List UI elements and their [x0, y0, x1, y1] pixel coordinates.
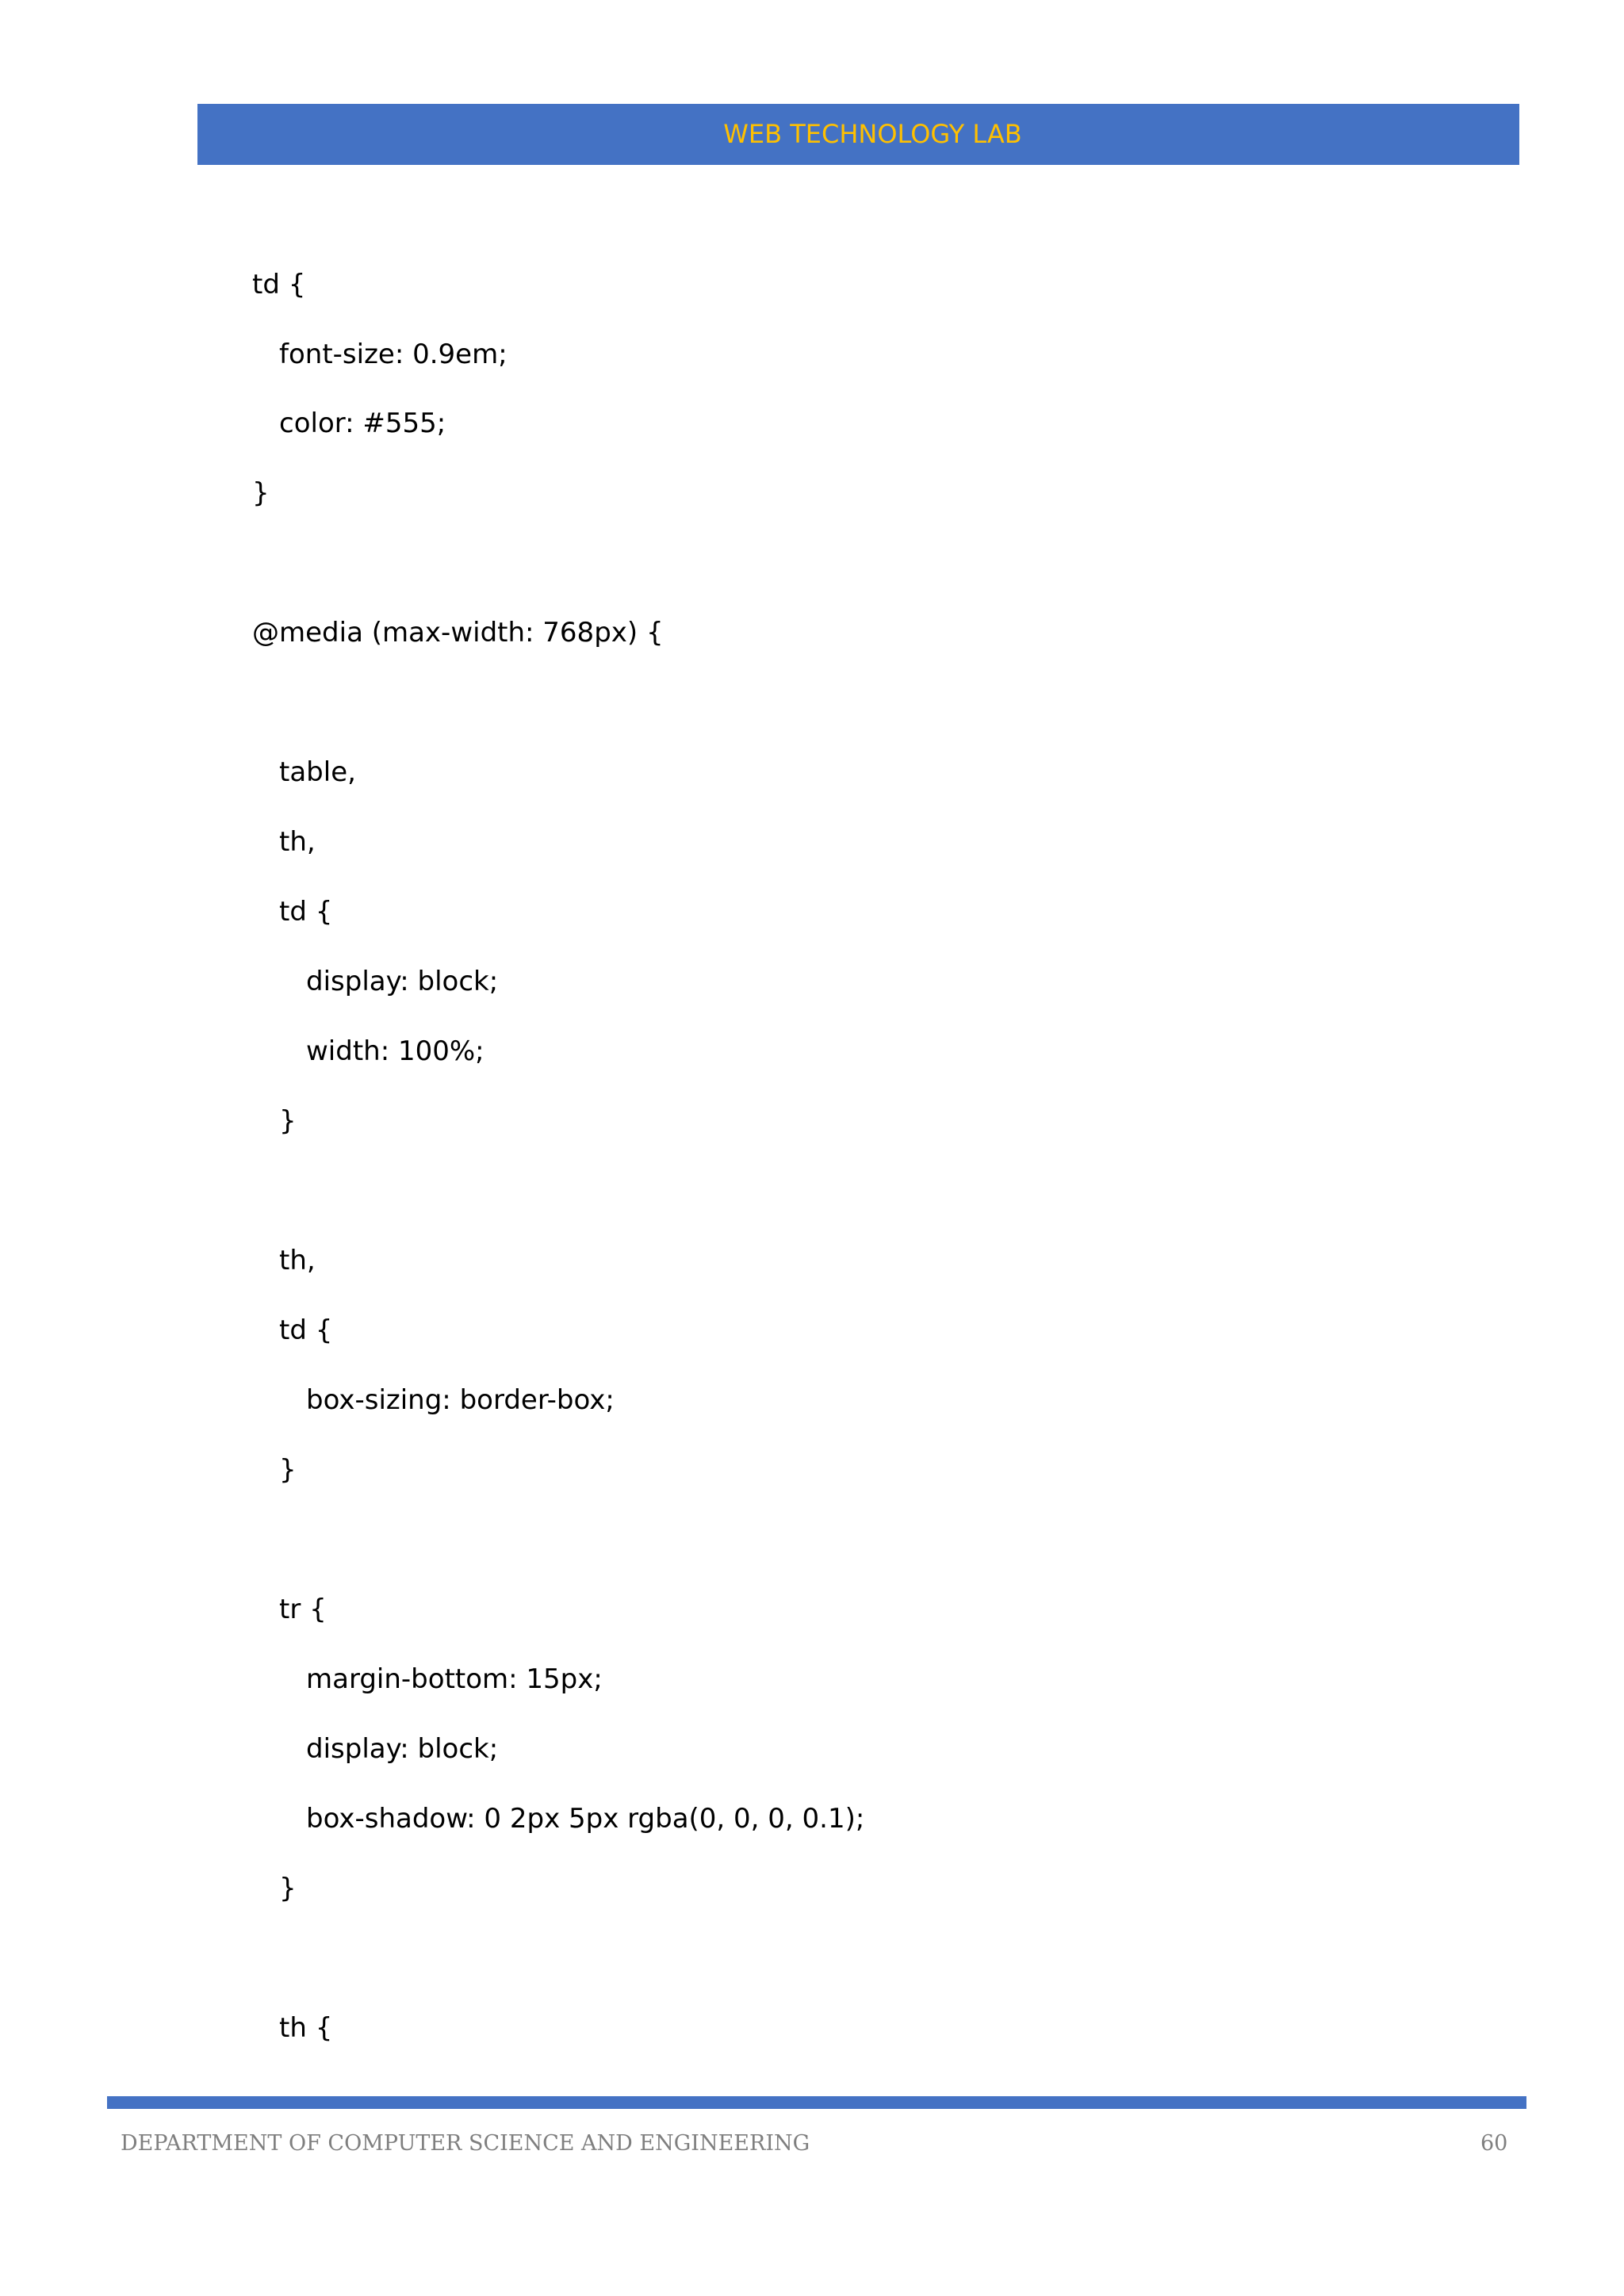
page-number: 60 [1480, 2131, 1508, 2156]
code-line: th, [279, 1245, 316, 1276]
code-line: margin-bottom: 15px; [306, 1663, 603, 1695]
code-line: td { [252, 269, 306, 300]
code-line: th { [279, 2012, 333, 2044]
code-line: } [279, 1873, 297, 1904]
page-header-title: WEB TECHNOLOGY LAB [723, 119, 1022, 149]
code-line: table, [279, 756, 356, 788]
code-line: color: #555; [279, 408, 446, 439]
header-band [197, 104, 1519, 165]
code-line: td { [279, 1314, 333, 1346]
code-line: td { [279, 896, 333, 928]
code-line: font-size: 0.9em; [279, 339, 508, 370]
code-line: th, [279, 826, 316, 858]
code-line: } [279, 1105, 297, 1137]
code-line: display: block; [306, 966, 499, 997]
code-line: } [279, 1454, 297, 1486]
code-line: box-sizing: border-box; [306, 1384, 615, 1416]
code-line: width: 100%; [306, 1035, 485, 1067]
footer-department: DEPARTMENT OF COMPUTER SCIENCE AND ENGINEERING [121, 2131, 810, 2156]
code-line: } [252, 477, 270, 509]
code-line: tr { [279, 1594, 327, 1625]
code-line: display: block; [306, 1733, 499, 1765]
code-line: box-shadow: 0 2px 5px rgba(0, 0, 0, 0.1); [306, 1803, 865, 1835]
footer-rule [107, 2096, 1526, 2109]
code-line: @media (max-width: 768px) { [252, 617, 664, 649]
